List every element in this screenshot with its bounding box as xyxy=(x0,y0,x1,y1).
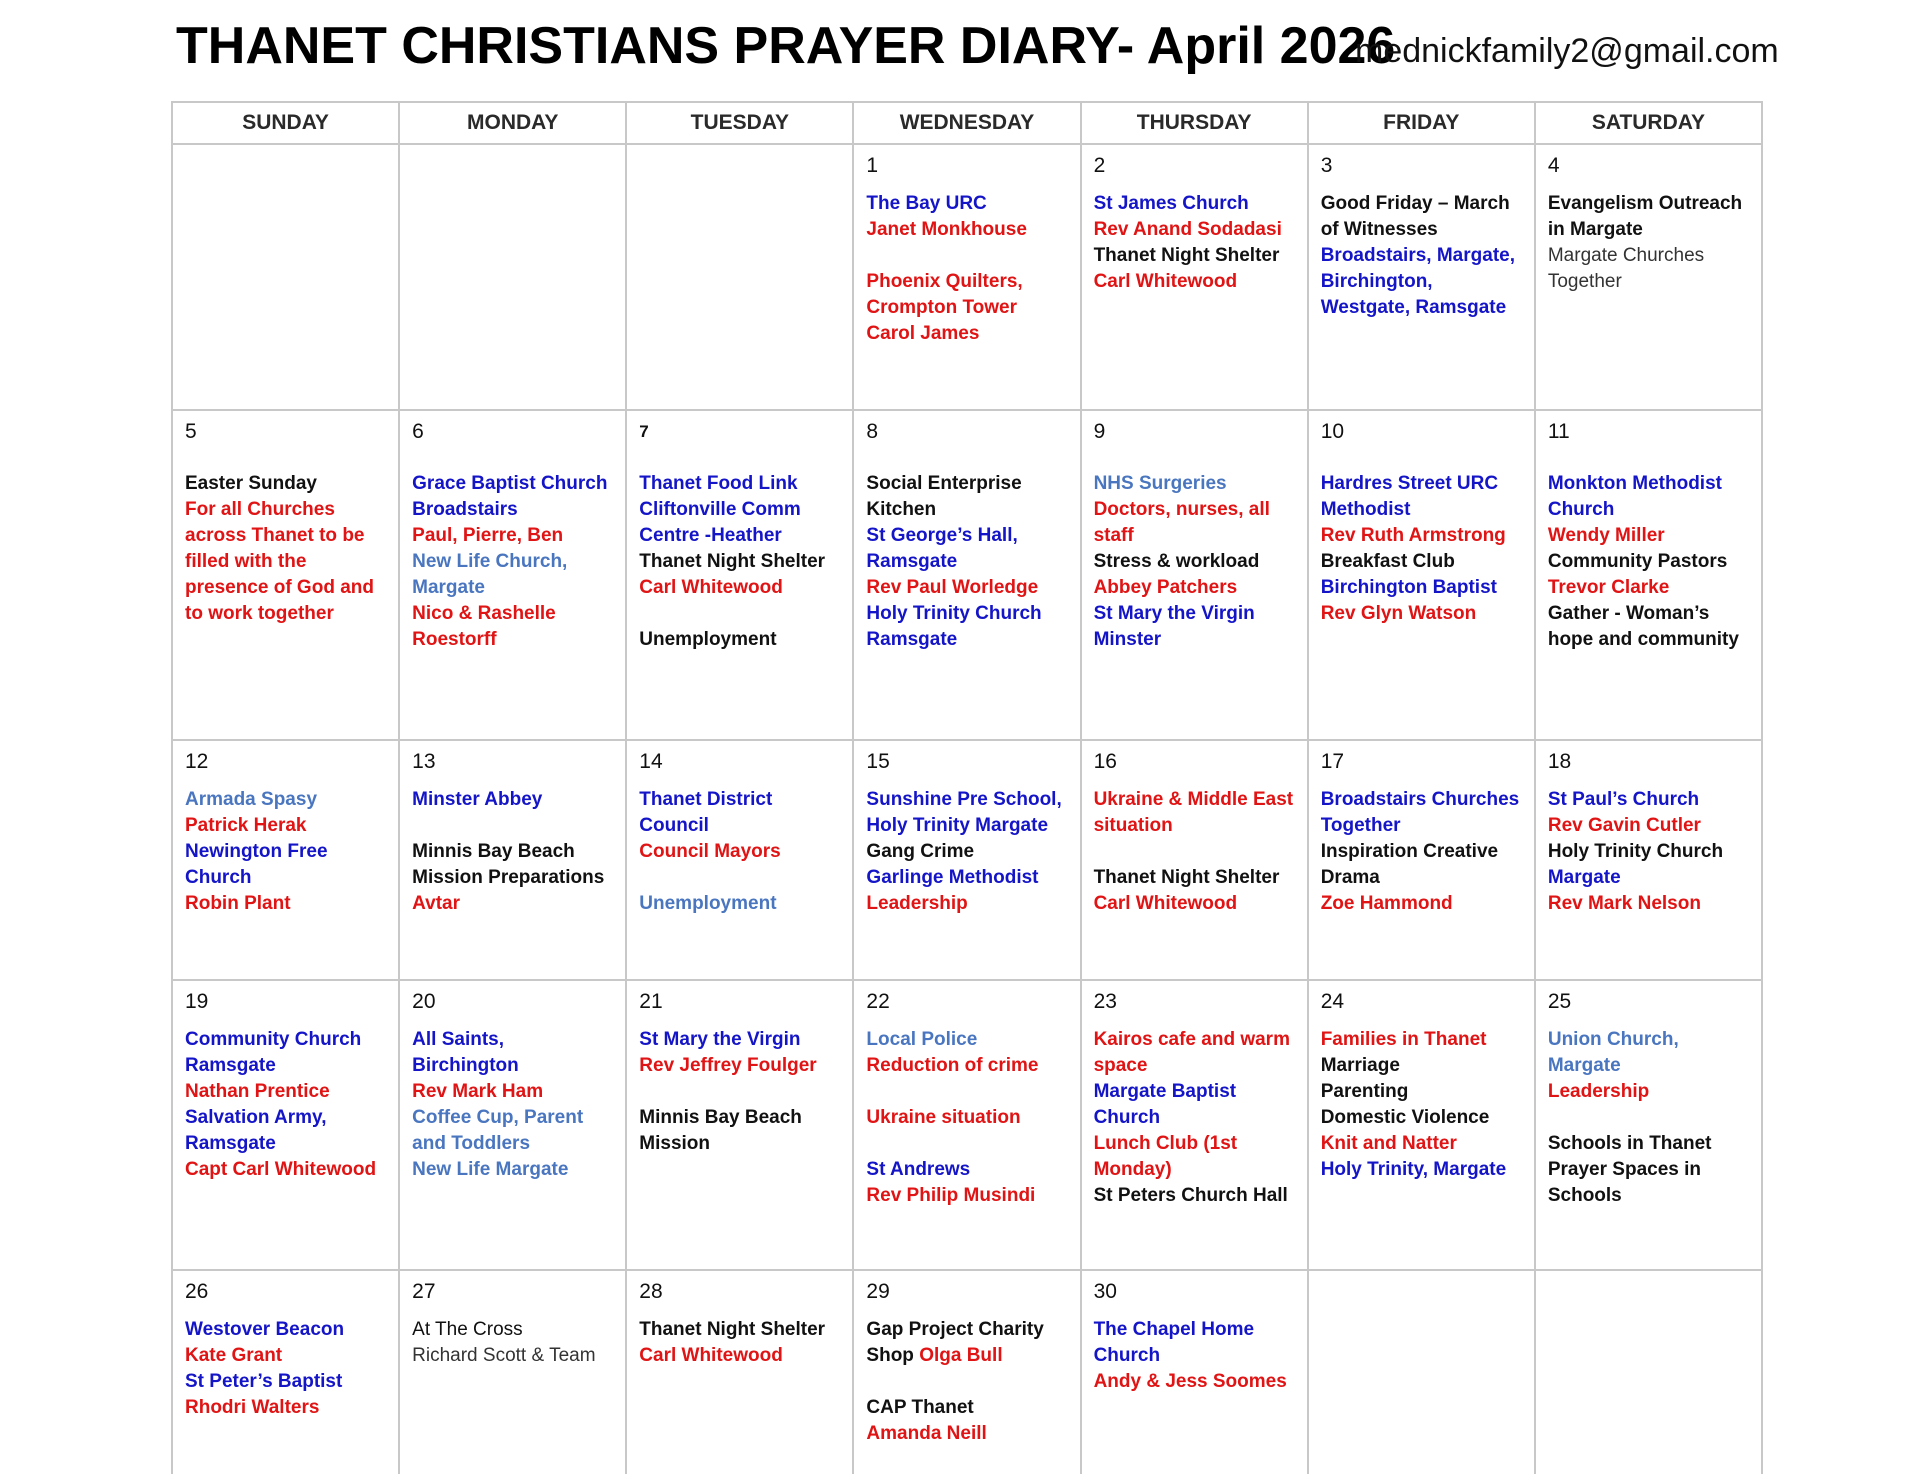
prayer-entry: Margate xyxy=(1547,867,1621,888)
prayer-entry: Zoe Hammond xyxy=(1320,893,1453,914)
prayer-entry: Parenting xyxy=(1320,1081,1409,1102)
day-cell-23 xyxy=(1081,980,1308,1270)
prayer-entry: Holy Trinity Church Ramsgate xyxy=(866,603,1042,650)
day-cell-21 xyxy=(626,980,853,1270)
day-number: 29 xyxy=(866,1280,890,1303)
contact-email: mednickfamily2@gmail.com xyxy=(1355,32,1779,70)
prayer-entry: Carl Whitewood xyxy=(639,1345,783,1366)
day-cell-1 xyxy=(853,144,1080,410)
prayer-entry: Good Friday – March of Witnesses xyxy=(1320,193,1510,240)
empty-day-cell xyxy=(1308,1270,1535,1474)
day-number: 9 xyxy=(1093,420,1106,443)
day-number: 4 xyxy=(1547,154,1560,177)
weekday-header-wednesday: WEDNESDAY xyxy=(853,102,1080,144)
prayer-entry: St George’s Hall, Ramsgate xyxy=(866,525,1018,572)
calendar-body xyxy=(172,144,1762,1474)
prayer-entry: Nico & Rashelle Roestorff xyxy=(412,603,556,650)
prayer-entry: Carl Whitewood xyxy=(1093,271,1238,292)
prayer-entry: St Mary the Virgin xyxy=(639,1029,801,1050)
prayer-entry: Rev Gavin Cutler xyxy=(1547,815,1701,836)
prayer-entry: Janet Monkhouse xyxy=(866,219,1027,240)
day-cell-5 xyxy=(172,410,399,740)
prayer-entry: Reduction of crime xyxy=(866,1055,1039,1076)
week-row xyxy=(172,980,1762,1270)
prayer-entry: Avtar xyxy=(412,893,461,914)
day-number: 6 xyxy=(412,420,424,443)
prayer-entry: Newington Free Church xyxy=(185,841,328,888)
prayer-entry: Coffee Cup, Parent and Toddlers xyxy=(412,1107,584,1154)
prayer-entry: Minnis Bay Beach Mission Preparations xyxy=(412,841,605,888)
page-title: THANET CHRISTIANS PRAYER DIARY- April 2026 xyxy=(176,17,1396,75)
day-cell-3 xyxy=(1308,144,1535,410)
weekday-header-thursday: THURSDAY xyxy=(1081,102,1308,144)
prayer-entry: St Peter’s Baptist xyxy=(185,1371,343,1392)
day-cell-6 xyxy=(399,410,626,740)
prayer-entry: Holy Trinity, Margate xyxy=(1320,1159,1507,1180)
prayer-entry: Minster Abbey xyxy=(412,789,543,810)
prayer-entry: Grace Baptist Church Broadstairs xyxy=(412,473,608,520)
prayer-entry: Evangelism Outreach in Margate xyxy=(1547,193,1743,240)
day-cell-16 xyxy=(1081,740,1308,980)
prayer-entry: Domestic Violence xyxy=(1320,1107,1490,1128)
prayer-entry: Thanet District Council xyxy=(639,789,773,836)
page-header xyxy=(176,6,1779,86)
prayer-entry: Rev Paul Worledge xyxy=(866,577,1039,598)
day-number: 1 xyxy=(866,154,879,177)
empty-day-cell xyxy=(399,144,626,410)
prayer-entry: Stress & workload xyxy=(1093,551,1260,572)
day-number: 27 xyxy=(412,1280,436,1303)
day-number: 20 xyxy=(412,990,436,1013)
prayer-entry-name: Olga Bull xyxy=(919,1345,1003,1366)
prayer-entry: Thanet Night Shelter xyxy=(1093,867,1280,888)
prayer-entry: Doctors, nurses, all staff xyxy=(1093,499,1270,546)
prayer-entry: Sunshine Pre School, Holy Trinity Margate xyxy=(866,789,1062,836)
day-number: 17 xyxy=(1320,750,1345,773)
prayer-entry: Birchington Baptist xyxy=(1320,577,1497,598)
prayer-entry: Rev Mark Nelson xyxy=(1547,893,1701,914)
day-number: 5 xyxy=(185,420,197,443)
day-number: 8 xyxy=(866,420,879,443)
day-number: 2 xyxy=(1093,154,1106,177)
weekday-header-row xyxy=(172,102,1762,144)
prayer-entry: Inspiration Creative Drama xyxy=(1320,841,1499,888)
day-cell-20 xyxy=(399,980,626,1270)
prayer-entry: Breakfast Club xyxy=(1320,551,1455,572)
prayer-entry: Monkton Methodist Church xyxy=(1547,473,1722,520)
prayer-entry: Community Pastors xyxy=(1547,551,1728,572)
day-cell-30 xyxy=(1081,1270,1308,1474)
weekday-header-monday: MONDAY xyxy=(399,102,626,144)
prayer-entry: Ukraine situation xyxy=(866,1107,1021,1128)
day-cell-9 xyxy=(1081,410,1308,740)
weekday-header-tuesday: TUESDAY xyxy=(626,102,853,144)
prayer-entry xyxy=(866,1317,1069,1369)
day-cell-10 xyxy=(1308,410,1535,740)
week-row xyxy=(172,144,1762,410)
day-cell-17 xyxy=(1308,740,1535,980)
prayer-entry: Unemployment xyxy=(639,893,777,914)
prayer-entry: Rev Anand Sodadasi xyxy=(1093,219,1282,240)
prayer-entry: Leadership xyxy=(1547,1081,1650,1102)
day-number: 16 xyxy=(1093,750,1117,773)
day-cell-24 xyxy=(1308,980,1535,1270)
day-cell-26 xyxy=(172,1270,399,1474)
prayer-entry: Patrick Herak xyxy=(185,815,307,836)
weekday-header-saturday: SATURDAY xyxy=(1535,102,1762,144)
prayer-entry: Marriage xyxy=(1320,1055,1400,1076)
prayer-entry: Margate Baptist Church xyxy=(1093,1081,1237,1128)
prayer-entry: St Andrews xyxy=(866,1159,971,1180)
prayer-entry: Rev Glyn Watson xyxy=(1320,603,1477,624)
day-number: 12 xyxy=(185,750,209,773)
day-number: 28 xyxy=(639,1280,663,1303)
prayer-entry: For all Churches across Thanet to be filled with the presence of God and to work together xyxy=(185,499,374,624)
prayer-entry: Trevor Clarke xyxy=(1547,577,1670,598)
week-row xyxy=(172,410,1762,740)
weekday-header-friday: FRIDAY xyxy=(1308,102,1535,144)
prayer-entry: All Saints, Birchington xyxy=(412,1029,519,1076)
day-number: 10 xyxy=(1320,420,1345,443)
day-number: 22 xyxy=(866,990,890,1013)
prayer-entry: Thanet Night Shelter xyxy=(1093,245,1280,266)
prayer-entry: Social Enterprise Kitchen xyxy=(866,473,1022,520)
day-cell-27 xyxy=(399,1270,626,1474)
prayer-entry: Thanet Night Shelter xyxy=(639,551,826,572)
day-number: 18 xyxy=(1547,750,1572,773)
prayer-entry: Hardres Street URC Methodist xyxy=(1320,473,1499,520)
prayer-entry: Knit and Natter xyxy=(1320,1133,1457,1154)
prayer-entry: Union Church, Margate xyxy=(1547,1029,1679,1076)
day-number: 7 xyxy=(639,422,649,441)
prayer-entry: Rev Jeffrey Foulger xyxy=(639,1055,817,1076)
day-cell-12 xyxy=(172,740,399,980)
prayer-entry: Margate Churches Together xyxy=(1547,245,1705,292)
day-cell-14 xyxy=(626,740,853,980)
prayer-entry: Broadstairs Churches Together xyxy=(1320,789,1520,836)
prayer-entry: Carol James xyxy=(866,323,980,344)
day-cell-4 xyxy=(1535,144,1762,410)
prayer-entry-text: Gap Project Charity Shop xyxy=(866,1319,1044,1366)
prayer-entry: New Life Church, Margate xyxy=(412,551,568,598)
day-cell-18 xyxy=(1535,740,1762,980)
prayer-entry: Kairos cafe and warm space xyxy=(1093,1029,1290,1076)
prayer-entry: Cliftonville Comm Centre -Heather xyxy=(639,499,801,546)
prayer-entry: Abbey Patchers xyxy=(1093,577,1238,598)
prayer-entry: Prayer Spaces in Schools xyxy=(1547,1159,1701,1206)
day-cell-13 xyxy=(399,740,626,980)
day-cell-8 xyxy=(853,410,1080,740)
prayer-entry: Rev Ruth Armstrong xyxy=(1320,525,1506,546)
prayer-entry: St Mary the Virgin Minster xyxy=(1093,603,1255,650)
prayer-entry: Wendy Miller xyxy=(1547,525,1665,546)
prayer-entry: Rhodri Walters xyxy=(185,1397,320,1418)
prayer-entry: Carl Whitewood xyxy=(1093,893,1238,914)
prayer-entry: Local Police xyxy=(866,1029,978,1050)
prayer-entry: Carl Whitewood xyxy=(639,577,783,598)
prayer-entry: St Paul’s Church xyxy=(1547,789,1700,810)
prayer-entry: New Life Margate xyxy=(412,1159,569,1180)
day-number: 15 xyxy=(866,750,890,773)
prayer-entry: CAP Thanet xyxy=(866,1397,974,1418)
empty-day-cell xyxy=(1535,1270,1762,1474)
prayer-entry: St James Church xyxy=(1093,193,1249,214)
prayer-entry: Lunch Club (1st Monday) xyxy=(1093,1133,1238,1180)
prayer-entry: Schools in Thanet xyxy=(1547,1133,1712,1154)
day-cell-19 xyxy=(172,980,399,1270)
prayer-entry: Council Mayors xyxy=(639,841,781,862)
prayer-entry: Rev Mark Ham xyxy=(412,1081,544,1102)
week-row xyxy=(172,1270,1762,1474)
day-number: 13 xyxy=(412,750,436,773)
week-row xyxy=(172,740,1762,980)
day-cell-22 xyxy=(853,980,1080,1270)
day-cell-28 xyxy=(626,1270,853,1474)
day-number: 24 xyxy=(1320,990,1345,1013)
day-number: 21 xyxy=(639,990,663,1013)
prayer-entry: Armada Spasy xyxy=(185,789,318,810)
day-cell-29 xyxy=(853,1270,1080,1474)
prayer-entry: Ukraine & Middle East situation xyxy=(1093,789,1294,836)
prayer-entry: Paul, Pierre, Ben xyxy=(412,525,564,546)
prayer-entry: Families in Thanet xyxy=(1320,1029,1487,1050)
day-number: 3 xyxy=(1320,154,1333,177)
prayer-entry: NHS Surgeries xyxy=(1093,473,1227,494)
prayer-entry: Phoenix Quilters, Crompton Tower xyxy=(866,271,1023,318)
prayer-entry: Westover Beacon xyxy=(185,1319,345,1340)
day-number: 23 xyxy=(1093,990,1117,1013)
day-number: 19 xyxy=(185,990,209,1013)
prayer-entry: Holy Trinity Church xyxy=(1547,841,1724,862)
day-cell-2 xyxy=(1081,144,1308,410)
prayer-entry: Unemployment xyxy=(639,629,777,650)
day-number: 11 xyxy=(1547,420,1570,443)
day-cell-25 xyxy=(1535,980,1762,1270)
day-cell-11 xyxy=(1535,410,1762,740)
day-number: 30 xyxy=(1093,1280,1117,1303)
prayer-entry: Gang Crime xyxy=(866,841,975,862)
prayer-entry: Rev Philip Musindi xyxy=(866,1185,1036,1206)
day-cell-15 xyxy=(853,740,1080,980)
prayer-entry: The Bay URC xyxy=(866,193,987,214)
prayer-entry: Amanda Neill xyxy=(866,1423,987,1444)
prayer-entry: Kate Grant xyxy=(185,1345,283,1366)
prayer-entry: Capt Carl Whitewood xyxy=(185,1159,377,1180)
prayer-entry: Community Church Ramsgate xyxy=(185,1029,362,1076)
day-number: 14 xyxy=(639,750,663,773)
prayer-entry: Thanet Night Shelter xyxy=(639,1319,826,1340)
prayer-entry: Gather - Woman’s hope and community xyxy=(1547,603,1739,650)
prayer-entry: Thanet Food Link xyxy=(639,473,798,494)
calendar-grid xyxy=(171,101,1763,1474)
prayer-entry: Robin Plant xyxy=(185,893,291,914)
day-number: 25 xyxy=(1547,990,1572,1013)
prayer-entry: Richard Scott & Team xyxy=(412,1345,596,1366)
day-cell-7 xyxy=(626,410,853,740)
empty-day-cell xyxy=(626,144,853,410)
prayer-entry: Nathan Prentice xyxy=(185,1081,330,1102)
empty-day-cell xyxy=(172,144,399,410)
prayer-entry: The Chapel Home Church xyxy=(1093,1319,1255,1366)
prayer-entry: Garlinge Methodist xyxy=(866,867,1039,888)
prayer-entry: Andy & Jess Soomes xyxy=(1093,1371,1287,1392)
prayer-entry: St Peters Church Hall xyxy=(1093,1185,1288,1206)
weekday-header-sunday: SUNDAY xyxy=(172,102,399,144)
prayer-entry: Minnis Bay Beach Mission xyxy=(639,1107,802,1154)
prayer-entry: Broadstairs, Margate, Birchington, Westgate, Ramsgate xyxy=(1320,245,1515,318)
prayer-entry: Salvation Army, Ramsgate xyxy=(185,1107,327,1154)
day-number: 26 xyxy=(185,1280,209,1303)
prayer-entry: Leadership xyxy=(866,893,968,914)
prayer-entry: Easter Sunday xyxy=(185,473,317,494)
prayer-entry: At The Cross xyxy=(412,1319,523,1340)
